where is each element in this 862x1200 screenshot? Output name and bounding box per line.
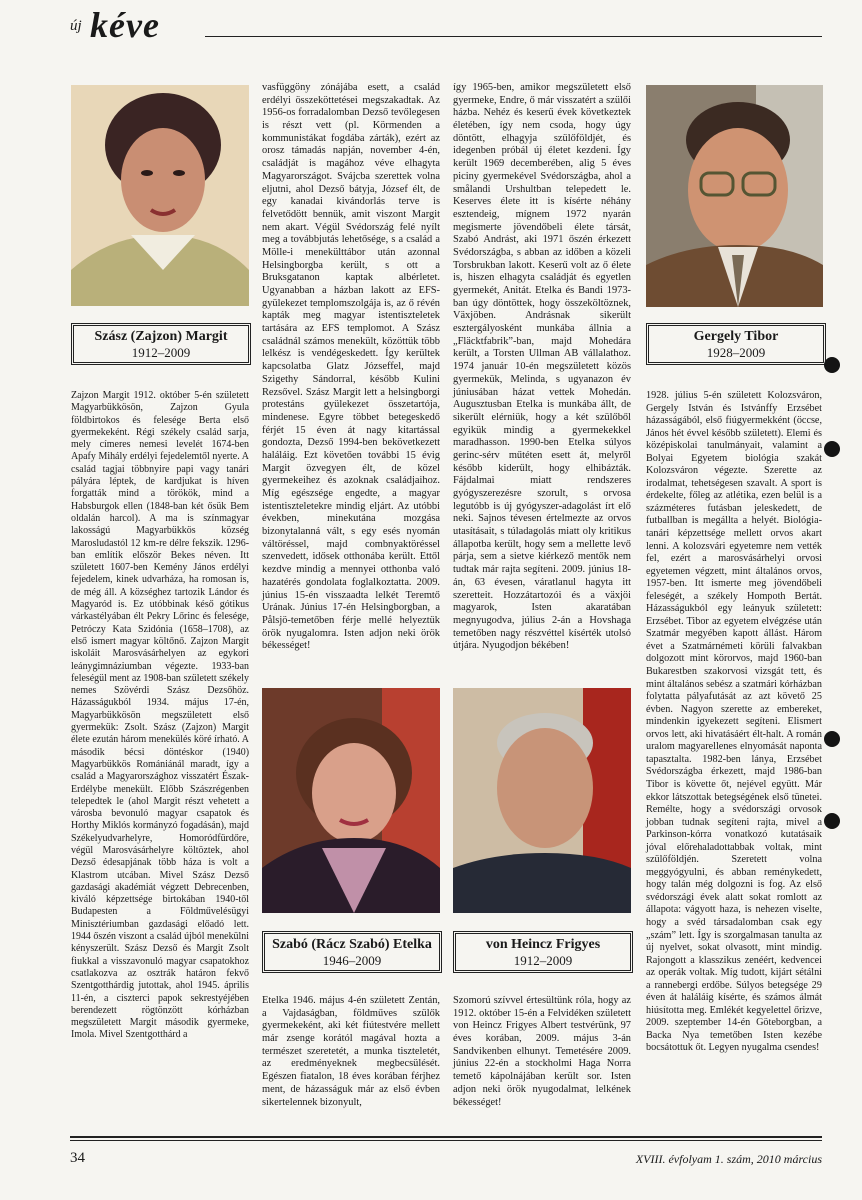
article-text: Etelka 1946. május 4-én született Zentán, a Vajdaságban, földműves szülők gyermekeként, aki két fiútestvére mellett már zsenge korától magával hozta a természet szeretetét, a munka tiszteletét, az eredményeknek megbecsülését. Egészen fiatalon, 18 éves korában férjhez ment, de házasságuk már az első évben sikertelennek bizonyult, xyxy=(262,995,440,1108)
deceased-name: von Heincz Frigyes xyxy=(485,937,601,952)
article-szasz-part1 xyxy=(71,390,249,1042)
photo-gergely xyxy=(646,85,823,307)
article-szabo-part1 xyxy=(262,995,440,1109)
namebox-szabo xyxy=(262,931,442,973)
photo-heincz xyxy=(453,688,631,913)
binder-hole xyxy=(824,813,840,829)
footer-rule xyxy=(70,1140,822,1141)
article-text: így 1965-ben, amikor megszületett első gyermeke, Endre, ő már visszatért a szülői házba. Nehéz és keserű évek következtek életében, így nem csoda, hogy úgy döntött, elhagyja szülőföldjét, és idegenben próbál új életet kezdeni. Így került 1969 decemberében, alig 5 éves piciny gyermekével Svédországba, ahol a smålandi Urshultban telepedett le. Keserves élete itt is kísérte néhány esztendeig, mígnem 1972 nyarán megismerte jövendőbeli élete társát, Szabó Andrást, aki 1971 őszén érkezett Svédországba, s abban az időben a közeli Torsbrukban lakott. Keserű volt az ő élete is, hiszen elhagyta családját és egyetlen gyermekét, Anitát. Etelka és Bandi 1973-ban úgy döntöttek, hogy összeköltöznek, Växjöben. Andrásnak sikerült esztergályosként munkába állnia a „Fläcktfabrik”-ban, majd Mohedára került, a Torsten Ullman AB vállalathoz. 1974 január 10-én megszületett közös gyermekük, Melinda, s ugyanazon év júniusában házat vettek Mohedán. Augusztusban Etelka is munkába állt, de sikerült elérniük, hogy a két szülőből egyikük mindig a gyermekekkel maradhasson. 1990-ben Etelka súlyos gerinc-sérv műtéten esett át, melyről később kiderült, hogy elhibázták. Fájdalmai miatt rendszeres gyógyszerezésre szorult, s orvosa legutóbb is új gyógyszer-adagolást írt elő neki. Sajnos tévesen értelmezte az orvos utasításait, s túladagolás miatt oly kritikus állapotba került, hogy sem a mellette levő párja, sem a sietve kiérkező mentők nem tudtak már rajta segíteni. 2009. június 18-án, 63 évesen, váratlanul hagyta itt szeretteit. Hozzátartozói és a växjöi magyarok, Isten akaratában megnyugodva, július 2-án a Hovshaga temetőben nagy részvéttel kísérték utolsó útjára. Nyugodjon békében! xyxy=(453,82,631,652)
namebox-gergely xyxy=(646,323,826,365)
logo-prefix: új xyxy=(70,18,82,34)
portrait-man-icon xyxy=(453,688,631,913)
binder-hole xyxy=(824,357,840,373)
article-text: Szomorú szívvel értesültünk róla, hogy az 1912. október 15-én a Felvidéken született von Heincz Frigyes Albert testvérünk, 97 éves korában, 2009. május 3-án Sandvikenben elhunyt. Temetésére 2009. június 22-én a stockholmi Haga Norra temető kápolnájában került sor. Isten adjon neki örök nyugodalmat, lelkének békességet! xyxy=(453,995,631,1108)
article-text: vasfüggöny zónájába esett, a család erdélyi összeköttetései megszakadtak. Az 1956-os forradalomban Dezső tevőlegesen is részt vett (pl. Körmenden a kommunistákat fogdába zárták), ezért az orosz támadás napján, november 4-én, családját is magához véve elhagyta Magyarországot. Svájcba szerettek volna eljutni, ahol Dezső bátyja, József élt, de egy kanadai kivándorlás terve is felvetődött bennük, amit viszont Margit nem akart. Végül Svédország felé nyílt meg a továbbjutás lehetősége, s a család a Mölle-i menekülttábor után azonnal Helsingborgba került, s ott a Bruksgatanon kaptak albérletet. Ugyanabban a házban lakott az EFS-gyülekezet templomszolgája is, az ő révén kapták meg magyar istentiszteletek tartására az EFS templomot. A Szász családnál számos menekült, közöttük több lelkész is vendégeskedett. Így kerültek kapcsolatba Glatz Józseffel, majd Szigethy Sándorral, később Kulini Rezsővel. Szász Margit lett a helsingborgi protestáns gyülekezet összetartója, mindenese. Egyre többet betegeskedő férjét 15 éven át nagy kitartással gondozta, Dezső 1994-ben bekövetkezett haláláig. Ezt követően további 15 évig Margit özvegyen élt, de közel gyermekeihez és azoknak családjaihoz. Míg egészsége engedte, a magyar istentiszteletekre mindig eljárt. Az utóbbi években, minekutána mozgása bizonytalanná vált, s egy esés nyomán váltöréssel, majd combnyaktöréssel szenvedett, idősek otthonába került. Ettől kezdve mindig a mennyei otthonba való hazatérés gondolata foglalkoztatta. 2009. június 15-én visszaadta lelkét Teremtő Urának. Június 17-én Helsingborgban, a Pålsjö-temetőben férje mellé helyeztük örök nyugalomra. Isten adjon neki örök békességet! xyxy=(262,82,440,652)
deceased-name: Gergely Tibor xyxy=(693,329,779,344)
binder-hole xyxy=(824,731,840,747)
article-heincz xyxy=(453,995,631,1109)
masthead xyxy=(70,5,822,50)
article-szasz-part2 xyxy=(262,82,440,653)
photo-szasz xyxy=(71,85,249,306)
page-number: 34 xyxy=(70,1150,85,1166)
binder-hole xyxy=(824,441,840,457)
life-years: 1912–2009 xyxy=(513,953,573,968)
photo-szabo xyxy=(262,688,440,913)
life-years: 1928–2009 xyxy=(706,345,766,360)
footer-rule xyxy=(70,1136,822,1138)
portrait-woman-icon xyxy=(71,85,249,306)
article-gergely xyxy=(646,390,822,1055)
life-years: 1912–2009 xyxy=(131,345,191,360)
article-text: 1928. július 5-én született Kolozsváron, Gergely István és Istvánffy Erzsébet házasságából, első fiúgyermekként (öccse, János hét évvel később született). Elemi és középiskolai tanulmányait, valamint a Bolyai Egyetem biológia szakát Kolozsváron végezte. Szerette az irodalmat, tehetségesen szavalt. A sport is érdekelte, főleg az atlétika, ezen belül is a százméteres futásban jeleskedett, de futballban is megállta a helyét. Biológia-tanári képzettsége mellett orvos akart lenni. A kolozsvári egyetemre nem vették fel, ezért a marosvásárhelyi orvosi egyetemen végzett, mint általános orvos, 1957-ben. Itt ismerte meg jövendőbeli feleségét, a székely Hompoth Bertát. Házasságukból egy leányuk született: Erzsébet. Tibor az egyetem elvégzése után Szatmár megyében kapott állást. Három évet a Szatmárnémeti körüli falvakban dolgozott mint körorvos, majd 1960-ban Bukarestben szakorvosi vizsgát tett, és mint általános sebész a szatmári kórházban folytatta pályafutását az azt követő 25 évben. Nagyon szerette az embereket, mindenkin igyekezett segíteni. Elismert orvos lett, aki hivatásáért élt-halt. A román uralom magyarellenes elnyomását naponta tapasztalta. 1982-ben lánya, Erzsébet Svédországba érkezett, majd 1986-ban Tibor is követte őt, nejével együtt. Már ekkor látszottak betegségének első tünetei. Remélte, hogy a svédországi orvosok jobban tudnak segíteni rajta, mivel a Parkinson-kórra vonatkozó kutatásaik jóval előrehaladottabbak voltak, mint szülőföldjén. Szeretett volna meggyógyulni, és abban reménykedett, hogy talán még dolgozni is fog. Az első svédországi évek alatt sokat romlott az állapota: vágyott haza, is nehezen viselte, hogy a svéd társadalomban csak egy „szám” lett. Így is szorgalmasan tanulta az új nyelvet, sokat olvasott, mint mindig. Rajongott a klasszikus zenéért, kedvencei az operák voltak. Míg tudott, kijárt sétálni a rannebergi erdőbe. Súlyos betegsége 29 éven át haláláig kísérte, és számos álmát hiúsította meg. Emlékét kegyelettel őrizve, 2009. szeptember 14-én Göteborgban, a Backa Nya temetőben Isten kezébe bocsátottuk őt. Legyen nyugalma csendes! xyxy=(646,390,822,1054)
article-text: Zajzon Margit 1912. október 5-én született Magyarbükkösön, Zajzon Gyula földbirtokos és felesége Berta első gyermekeként. Régi székely család sarja, mely címeres nemesi levelét 1674-ben Apafy Mihály erdélyi fejedelemtől nyerte. A család tagjai többnyire papi vagy tanári pályára léptek, de kardjukat is híven forgatták mind a törökök, mind a Habsburgok ellen (1848-ban két ősük Bem oldalán harcol). A ma is színmagyar lakosságú Magyarbükkös község Marosludastól 12 km-re délre fekszik. 1296-ban említik először Bekes néven. Itt született 1607-ben Kemény János erdélyi fejedelem, kinek udvarháza, ha romosan is, de még áll. A községhez tartozik Lándor és Magyaród is. Ez utóbbinak késő gótikus várkastélyában élt Pekry Lőrinc és felesége, Petróczy Kata Szidónia (1658–1708), az első ismert magyar költőnő. Zajzon Margit iskoláit Marosvásárhelyen az egykori leánygimnáziumban végezte. 1933-ban feleségül ment az 1908-ban született székely nemes Szövérdi Szász Dezsőhöz. Házasságukból 1934. május 17-én, Magyarbükkösön megszületett első gyermekük: Zsolt. Szász (Zajzon) Margit élete ezután három menekülés köré írható. A második bécsi döntéskor (1940) Magyarbükkös Romániánál maradt, így a család a Magyarországhoz visszatért Észak-Erdélybe menekült. Előbb Szászrégenben telepedtek le (ahol Margit részt vehetett a városba bevonuló magyar csapatok és Horthy Miklós kormányzó fogadásán), majd Székelyudvarhelyre, Homoródfürdőre, végül Marosvásárhelyre költöztek, ahol Dezső édesapjának több háza is volt a Klastrom utcában. Mivel Szász Dezső gazdasági akadémiát végzett Debrecenben, kiváló képzettsége birtokában 1940-től Budapesten a Földművelésügyi Minisztériumban gazdasági előadó lett. 1944 őszén viszont a család újból menekülni kényszerült. Szász Dezső és Margit Zsolt fiukkal a visszavonuló magyar csapatokhoz csatlakozva az osztrák határon fekvő Szentgotthárdig jutottak, ahol 1945. április 11-én, a ciszterci papok sekrestyéjében berendezett rögtönzött kórházban megszületett Margit második gyermeke, Imola. Mivel Szentgotthárd a xyxy=(71,390,249,1041)
namebox-heincz xyxy=(453,931,633,973)
issue-info: XVIII. évfolyam 1. szám, 2010 március xyxy=(635,1152,822,1166)
article-szabo-part2 xyxy=(453,82,631,653)
logo: kéve xyxy=(90,5,160,45)
header-rule xyxy=(205,36,822,37)
portrait-woman-icon xyxy=(262,688,440,913)
portrait-man-icon xyxy=(646,85,823,307)
deceased-name: Szabó (Rácz Szabó) Etelka xyxy=(272,937,432,952)
namebox-szasz xyxy=(71,323,251,365)
life-years: 1946–2009 xyxy=(322,953,382,968)
deceased-name: Szász (Zajzon) Margit xyxy=(94,329,228,344)
